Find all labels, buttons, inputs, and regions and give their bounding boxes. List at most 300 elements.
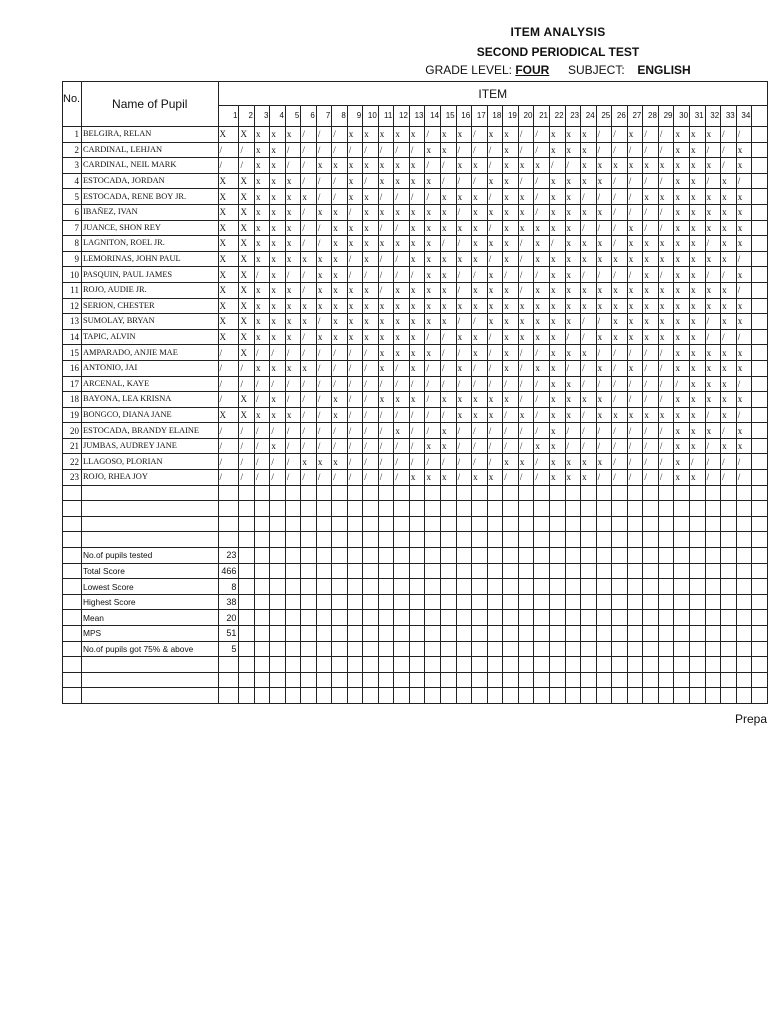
item-mark: / xyxy=(643,127,659,143)
item-mark: x xyxy=(596,392,612,408)
pupil-number: 20 xyxy=(63,423,82,439)
blank-cell xyxy=(378,672,394,688)
blank-cell xyxy=(721,563,737,579)
item-mark: x xyxy=(534,314,550,330)
item-mark: / xyxy=(518,360,534,376)
pupil-number: 6 xyxy=(63,204,82,220)
blank-cell xyxy=(425,548,441,564)
item-mark: / xyxy=(596,423,612,439)
item-mark: x xyxy=(674,454,690,470)
item-mark: x xyxy=(301,314,316,330)
blank-cell xyxy=(63,610,82,626)
item-mark: / xyxy=(316,189,331,205)
item-mark: x xyxy=(674,189,690,205)
blank-cell xyxy=(658,594,674,610)
item-mark: x xyxy=(409,251,425,267)
item-mark: / xyxy=(316,392,331,408)
item-mark: / xyxy=(363,423,379,439)
item-number: 26 xyxy=(612,106,628,127)
item-mark: / xyxy=(270,470,285,486)
blank-cell xyxy=(285,688,300,704)
blank-cell xyxy=(239,485,255,501)
blank-cell xyxy=(332,688,347,704)
blank-cell xyxy=(378,548,394,564)
blank-cell xyxy=(270,610,285,626)
item-mark: / xyxy=(534,127,550,143)
item-mark: X xyxy=(218,127,239,143)
item-mark: x xyxy=(487,127,503,143)
item-mark: x xyxy=(503,282,519,298)
item-mark: x xyxy=(254,314,269,330)
blank-cell xyxy=(643,501,659,517)
blank-cell xyxy=(270,516,285,532)
item-mark: x xyxy=(721,376,737,392)
item-mark: x xyxy=(565,345,581,361)
item-analysis-table xyxy=(62,81,768,704)
item-mark: x xyxy=(627,282,643,298)
item-mark: x xyxy=(441,423,457,439)
item-mark: X xyxy=(239,407,255,423)
item-mark: x xyxy=(285,251,300,267)
item-mark: x xyxy=(332,329,347,345)
item-mark: / xyxy=(363,345,379,361)
blank-cell xyxy=(721,610,737,626)
pupil-number: 12 xyxy=(63,298,82,314)
item-mark: x xyxy=(658,158,674,174)
blank-cell xyxy=(705,594,721,610)
item-mark: x xyxy=(736,392,752,408)
item-mark: / xyxy=(518,127,534,143)
blank-cell xyxy=(441,657,457,673)
summary-row xyxy=(63,563,768,579)
item-mark: / xyxy=(658,376,674,392)
item-mark: / xyxy=(363,360,379,376)
item-mark: x xyxy=(332,454,347,470)
item-mark: / xyxy=(301,127,316,143)
item-mark: x xyxy=(378,236,394,252)
blank-cell xyxy=(378,485,394,501)
blank-cell xyxy=(472,626,488,642)
blank-cell xyxy=(254,688,269,704)
blank-cell xyxy=(596,532,612,548)
blank-cell xyxy=(596,672,612,688)
item-mark: X xyxy=(239,267,255,283)
item-mark: x xyxy=(690,423,706,439)
item-mark: x xyxy=(487,236,503,252)
item-mark: / xyxy=(347,470,362,486)
pupil-name: BAYONA, LEA KRISNA xyxy=(81,392,218,408)
item-mark: / xyxy=(441,345,457,361)
item-mark: x xyxy=(285,407,300,423)
blank-cell xyxy=(301,657,316,673)
item-mark: / xyxy=(285,392,300,408)
item-mark: x xyxy=(332,282,347,298)
blank-cell xyxy=(503,672,519,688)
blank-cell xyxy=(643,563,659,579)
item-mark: / xyxy=(596,189,612,205)
blank-cell xyxy=(441,672,457,688)
blank-cell xyxy=(549,626,565,642)
blank-cell xyxy=(690,626,706,642)
blank-cell xyxy=(218,532,239,548)
item-mark: x xyxy=(441,204,457,220)
blank-cell xyxy=(752,501,768,517)
item-mark: x xyxy=(503,314,519,330)
item-mark: x xyxy=(581,127,597,143)
item-mark: x xyxy=(736,314,752,330)
blank-cell xyxy=(581,594,597,610)
blank-cell xyxy=(736,610,752,626)
item-mark: x xyxy=(581,392,597,408)
blank-cell xyxy=(612,594,628,610)
blank-cell xyxy=(378,516,394,532)
pupil-name: ARCENAL, KAYE xyxy=(81,376,218,392)
blank-cell xyxy=(518,688,534,704)
blank-cell xyxy=(674,501,690,517)
item-number: 21 xyxy=(534,106,550,127)
pupil-row xyxy=(63,127,768,143)
summary-value: 51 xyxy=(218,626,239,642)
item-mark: x xyxy=(441,142,457,158)
blank-cell xyxy=(347,548,362,564)
item-mark: / xyxy=(409,189,425,205)
col-item-header: ITEM xyxy=(218,82,767,106)
item-mark: x xyxy=(627,360,643,376)
blank-cell xyxy=(674,641,690,657)
item-mark: x xyxy=(581,251,597,267)
blank-cell xyxy=(721,688,737,704)
item-mark: / xyxy=(239,454,255,470)
item-mark: / xyxy=(378,282,394,298)
item-mark: x xyxy=(627,251,643,267)
blank-cell xyxy=(301,532,316,548)
blank-cell xyxy=(425,672,441,688)
item-mark: / xyxy=(534,345,550,361)
item-mark: x xyxy=(518,220,534,236)
item-mark: x xyxy=(736,204,752,220)
item-mark: x xyxy=(270,236,285,252)
pupil-name: ESTOCADA, JORDAN xyxy=(81,173,218,189)
blank-cell xyxy=(218,657,239,673)
pupil-number: 18 xyxy=(63,392,82,408)
item-mark: / xyxy=(658,438,674,454)
blank-cell xyxy=(721,626,737,642)
item-mark: x xyxy=(705,251,721,267)
item-mark: x xyxy=(270,267,285,283)
item-mark: / xyxy=(643,173,659,189)
blank-cell xyxy=(534,532,550,548)
item-mark: x xyxy=(394,236,410,252)
item-mark: / xyxy=(301,438,316,454)
item-mark: / xyxy=(394,438,410,454)
item-mark: x xyxy=(690,298,706,314)
blank-cell xyxy=(643,516,659,532)
blank-cell xyxy=(736,657,752,673)
item-mark: x xyxy=(643,158,659,174)
item-mark: / xyxy=(363,376,379,392)
blank-cell xyxy=(596,548,612,564)
blank-cell xyxy=(752,298,768,314)
item-mark: x xyxy=(549,407,565,423)
item-mark: / xyxy=(285,267,300,283)
item-mark: x xyxy=(612,298,628,314)
item-mark: x xyxy=(472,204,488,220)
item-mark: x xyxy=(549,329,565,345)
item-mark: / xyxy=(472,314,488,330)
blank-cell xyxy=(565,516,581,532)
item-mark: x xyxy=(378,314,394,330)
blank-cell xyxy=(394,657,410,673)
item-mark: x xyxy=(285,314,300,330)
blank-cell xyxy=(332,563,347,579)
pupil-name: ESTOCADA, RENE BOY JR. xyxy=(81,189,218,205)
item-mark: / xyxy=(487,454,503,470)
item-mark: / xyxy=(409,423,425,439)
blank-cell xyxy=(736,501,752,517)
item-mark: x xyxy=(596,251,612,267)
item-mark: / xyxy=(301,267,316,283)
blank-cell xyxy=(487,548,503,564)
blank-cell xyxy=(534,579,550,595)
item-mark: / xyxy=(363,173,379,189)
item-mark: x xyxy=(705,204,721,220)
item-mark: x xyxy=(690,314,706,330)
blank-cell xyxy=(658,501,674,517)
item-mark: / xyxy=(316,376,331,392)
item-mark: / xyxy=(658,345,674,361)
item-number: 13 xyxy=(409,106,425,127)
item-mark: x xyxy=(596,329,612,345)
blank-cell xyxy=(316,563,331,579)
blank-cell xyxy=(218,485,239,501)
item-mark: x xyxy=(690,407,706,423)
col-name-header: Name of Pupil xyxy=(81,82,218,127)
item-mark: x xyxy=(721,189,737,205)
item-mark: / xyxy=(285,345,300,361)
blank-cell xyxy=(752,532,768,548)
item-mark: / xyxy=(627,204,643,220)
item-mark: X xyxy=(239,220,255,236)
item-mark: x xyxy=(534,236,550,252)
item-mark: / xyxy=(596,345,612,361)
item-mark: / xyxy=(658,470,674,486)
blank-cell xyxy=(301,688,316,704)
item-mark: x xyxy=(347,314,362,330)
item-mark: x xyxy=(674,345,690,361)
item-mark: x xyxy=(565,470,581,486)
pupil-number: 1 xyxy=(63,127,82,143)
blank-cell xyxy=(441,548,457,564)
item-mark: / xyxy=(441,236,457,252)
blank-cell xyxy=(456,626,472,642)
item-mark: / xyxy=(285,423,300,439)
item-mark: / xyxy=(301,173,316,189)
item-mark: x xyxy=(441,392,457,408)
blank-cell xyxy=(705,501,721,517)
item-mark: x xyxy=(472,345,488,361)
item-mark: / xyxy=(332,345,347,361)
item-mark: / xyxy=(332,142,347,158)
blank-cell xyxy=(332,672,347,688)
item-mark: / xyxy=(332,438,347,454)
item-mark: / xyxy=(363,267,379,283)
item-mark: / xyxy=(378,251,394,267)
blank-cell xyxy=(487,563,503,579)
item-mark: / xyxy=(409,407,425,423)
item-mark: / xyxy=(705,329,721,345)
blank-cell xyxy=(503,563,519,579)
blank-cell xyxy=(254,672,269,688)
item-mark: / xyxy=(332,360,347,376)
blank-cell xyxy=(409,594,425,610)
item-mark: x xyxy=(394,345,410,361)
item-mark: x xyxy=(378,298,394,314)
blank-cell xyxy=(690,579,706,595)
item-mark: / xyxy=(487,345,503,361)
summary-row xyxy=(63,594,768,610)
item-mark: x xyxy=(363,282,379,298)
item-mark: x xyxy=(643,236,659,252)
item-mark: / xyxy=(456,438,472,454)
blank-cell xyxy=(752,392,768,408)
item-mark: x xyxy=(627,220,643,236)
blank-cell xyxy=(332,657,347,673)
blank-cell xyxy=(690,657,706,673)
item-mark: / xyxy=(658,173,674,189)
item-mark: x xyxy=(394,298,410,314)
item-mark: x xyxy=(332,204,347,220)
item-mark: x xyxy=(409,173,425,189)
blank-cell xyxy=(285,594,300,610)
blank-cell xyxy=(518,563,534,579)
item-mark: / xyxy=(347,360,362,376)
item-mark: / xyxy=(456,173,472,189)
item-mark: x xyxy=(643,267,659,283)
summary-value: 20 xyxy=(218,610,239,626)
item-mark: / xyxy=(301,392,316,408)
item-mark: x xyxy=(378,360,394,376)
item-mark: x xyxy=(487,470,503,486)
item-number: 12 xyxy=(394,106,410,127)
blank-cell xyxy=(518,594,534,610)
item-mark: x xyxy=(409,220,425,236)
blank-cell xyxy=(736,594,752,610)
item-mark: x xyxy=(596,407,612,423)
item-mark: x xyxy=(363,236,379,252)
blank-cell xyxy=(705,657,721,673)
item-mark: / xyxy=(409,376,425,392)
item-mark: / xyxy=(503,267,519,283)
item-mark: x xyxy=(254,158,269,174)
blank-cell xyxy=(674,626,690,642)
item-mark: x xyxy=(347,298,362,314)
pupil-name: JUMBAS, AUDREY JANE xyxy=(81,438,218,454)
item-mark: / xyxy=(285,438,300,454)
item-mark: x xyxy=(721,282,737,298)
blank-cell xyxy=(752,485,768,501)
item-mark: / xyxy=(378,376,394,392)
blank-cell xyxy=(565,672,581,688)
item-mark: x xyxy=(690,158,706,174)
pupil-row xyxy=(63,329,768,345)
item-mark: x xyxy=(285,298,300,314)
item-mark: x xyxy=(643,282,659,298)
blank-cell xyxy=(347,563,362,579)
item-mark: / xyxy=(487,438,503,454)
item-mark: x xyxy=(487,392,503,408)
item-mark: x xyxy=(549,220,565,236)
item-mark: / xyxy=(456,204,472,220)
blank-cell xyxy=(332,579,347,595)
blank-cell xyxy=(441,610,457,626)
item-mark: / xyxy=(612,345,628,361)
blank-cell xyxy=(674,610,690,626)
report-subtitle: SECOND PERIODICAL TEST xyxy=(476,45,640,59)
item-mark: / xyxy=(658,423,674,439)
item-mark: x xyxy=(270,407,285,423)
item-mark: / xyxy=(316,236,331,252)
item-mark: x xyxy=(456,127,472,143)
pupil-number: 14 xyxy=(63,329,82,345)
item-mark: / xyxy=(534,267,550,283)
item-number: 7 xyxy=(316,106,331,127)
item-mark: x xyxy=(736,236,752,252)
pupil-number: 7 xyxy=(63,220,82,236)
pupil-number: 10 xyxy=(63,267,82,283)
blank-cell xyxy=(363,485,379,501)
pupil-row xyxy=(63,158,768,174)
blank-cell xyxy=(581,485,597,501)
blank-cell xyxy=(752,641,768,657)
blank-cell xyxy=(301,626,316,642)
blank-cell xyxy=(705,579,721,595)
item-mark: x xyxy=(690,236,706,252)
item-mark: x xyxy=(425,438,441,454)
blank-cell xyxy=(674,516,690,532)
blank-cell xyxy=(285,641,300,657)
item-mark: x xyxy=(565,220,581,236)
item-mark: x xyxy=(254,142,269,158)
item-number: 11 xyxy=(378,106,394,127)
item-mark: x xyxy=(254,282,269,298)
item-mark: / xyxy=(674,376,690,392)
item-mark: / xyxy=(518,282,534,298)
item-mark: / xyxy=(705,470,721,486)
blank-cell xyxy=(239,501,255,517)
item-mark: x xyxy=(394,127,410,143)
item-mark: / xyxy=(581,220,597,236)
pupil-row xyxy=(63,392,768,408)
item-mark: x xyxy=(736,220,752,236)
item-mark: x xyxy=(627,127,643,143)
blank-cell xyxy=(612,485,628,501)
item-mark: x xyxy=(270,392,285,408)
item-mark: x xyxy=(534,282,550,298)
item-mark: / xyxy=(612,376,628,392)
item-mark: x xyxy=(721,345,737,361)
blank-cell xyxy=(596,610,612,626)
pupil-name: SUMOLAY, BRYAN xyxy=(81,314,218,330)
item-mark: / xyxy=(658,204,674,220)
item-mark: x xyxy=(705,376,721,392)
item-mark: x xyxy=(254,298,269,314)
blank-cell xyxy=(363,672,379,688)
blank-cell xyxy=(472,672,488,688)
item-mark: / xyxy=(534,142,550,158)
blank-cell xyxy=(425,641,441,657)
blank-cell xyxy=(456,579,472,595)
blank-cell xyxy=(674,672,690,688)
